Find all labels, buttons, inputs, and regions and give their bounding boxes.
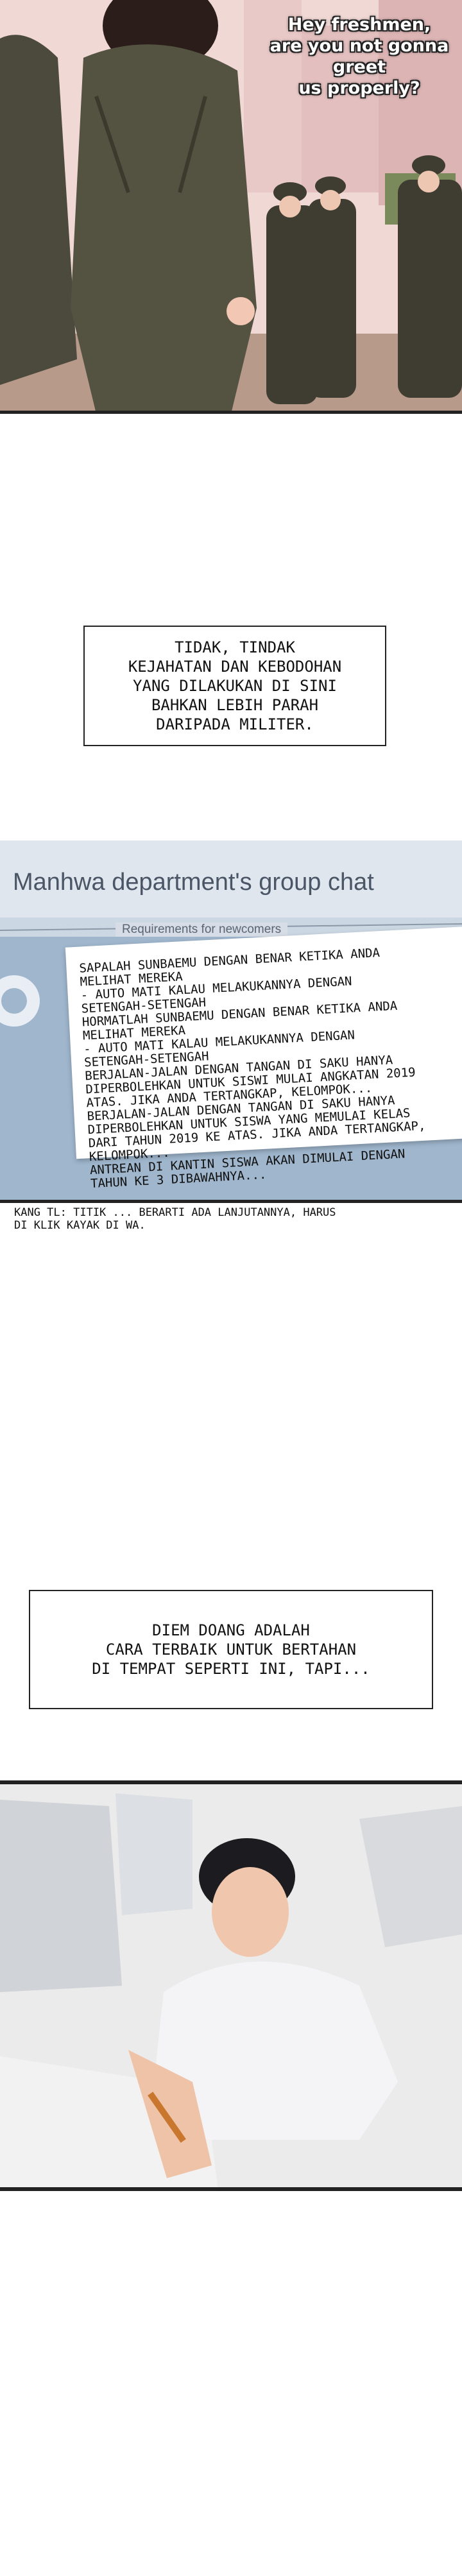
student-illustration — [0, 1780, 462, 2191]
narration-box: TIDAK, TINDAK KEJAHATAN DAN KEBODOHAN YANG DILAKUKAN DI SINI BAHKAN LEBIH PARAH DARIPADA MILITER. — [83, 626, 386, 746]
panel-group-chat — [0, 840, 462, 1203]
chat-subtitle: Requirements for newcomers — [116, 923, 287, 937]
panel-soldiers — [0, 0, 462, 414]
speech-bubble: Hey freshmen, are you not gonna greet us properly? — [270, 15, 449, 98]
chat-title: Manhwa department's group chat — [13, 869, 374, 896]
translator-note: KANG TL: TITIK ... BERARTI ADA LANJUTANNYA, HARUS DI KLIK KAYAK DI WA. — [14, 1206, 336, 1232]
narration-box-2: DIEM DOANG ADALAH CARA TERBAIK UNTUK BERTAHAN DI TEMPAT SEPERTI INI, TAPI... — [29, 1590, 433, 1709]
rules-text: SAPALAH SUNBAEMU DENGAN BENAR KETIKA ANDA MELIHAT MEREKA - AUTO MATI KALAU MELAKUKANNYA DENGAN SETENGAH-SETENGAH HORMATLAH SUNBAEMU DENGAN BENAR KETIKA ANDA MELIHAT MEREKA - AUTO MATI KALAU MELAKUKANNYA DENGAN SETENGAH-SETENGAH BERJALAN-JALAN DENGAN TANGAN DI SAKU HANYA DIPERBOLEHKAN UNTUK SISWI MULAI ANGKATAN 2019 ATAS. JIKA ANDA TERTANGKAP, KELOMPOK... BERJALAN-JALAN DENGAN TANGAN DI SAKU HANYA DIPERBOLEHKAN UNTUK SISWA YANG MEMULAI KELAS DARI TAHUN 2019 KE ATAS. JIKA ANDA TERTANGKAP, KELOMPOK... ANTREAN DI KANTIN SISWA AKAN DIMULAI DENGAN TAHUN KE 3 DIBAWAHNYA... — [78, 946, 426, 1191]
panel-student — [0, 1780, 462, 2191]
rules-card — [65, 926, 462, 1191]
